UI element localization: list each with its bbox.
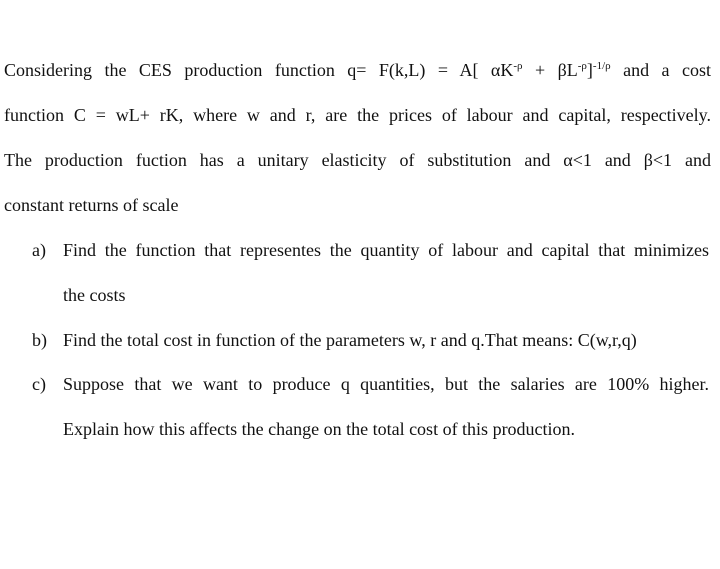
question-b-line-1: Find the total cost in function of the parameters w, r and q.That means: C(w,r,q) xyxy=(63,330,637,350)
intro-text-1d: and a cost xyxy=(610,60,711,80)
question-a-marker: a) xyxy=(32,240,46,260)
question-b xyxy=(0,329,720,351)
question-a-line-2: the costs xyxy=(63,285,126,305)
intro-text-1a: Considering the CES production function q= F(k,L) = A[ αK xyxy=(4,60,514,80)
question-a-continuation xyxy=(0,284,720,306)
exponent-rho-l: -ρ xyxy=(577,60,587,72)
question-a xyxy=(0,239,720,261)
exponent-rho-k: -ρ xyxy=(513,60,523,72)
exponent-inverse-rho: -1/ρ xyxy=(592,60,611,72)
intro-line-3: The production fuction has a unitary elasticity of substitution and α<1 and β<1 and xyxy=(4,150,711,170)
question-c-continuation xyxy=(0,418,720,440)
question-c-line-2: Explain how this affects the change on the total cost of this production. xyxy=(63,419,576,439)
intro-line-2: function C = wL+ rK, where w and r, are the prices of labour and capital, respectively. xyxy=(4,105,711,125)
question-c xyxy=(0,373,720,395)
question-b-marker: b) xyxy=(32,330,47,350)
intro-line-1 xyxy=(4,59,711,81)
question-c-marker: c) xyxy=(32,374,46,394)
question-c-line-1: Suppose that we want to produce q quantities, but the salaries are 100% higher. xyxy=(63,374,709,394)
question-a-line-1: Find the function that representes the quantity of labour and capital that minimizes xyxy=(63,240,709,260)
intro-line-4: constant returns of scale xyxy=(4,195,179,215)
intro-text-1c: ] xyxy=(586,60,593,80)
intro-text-1b: + βL xyxy=(522,60,578,80)
